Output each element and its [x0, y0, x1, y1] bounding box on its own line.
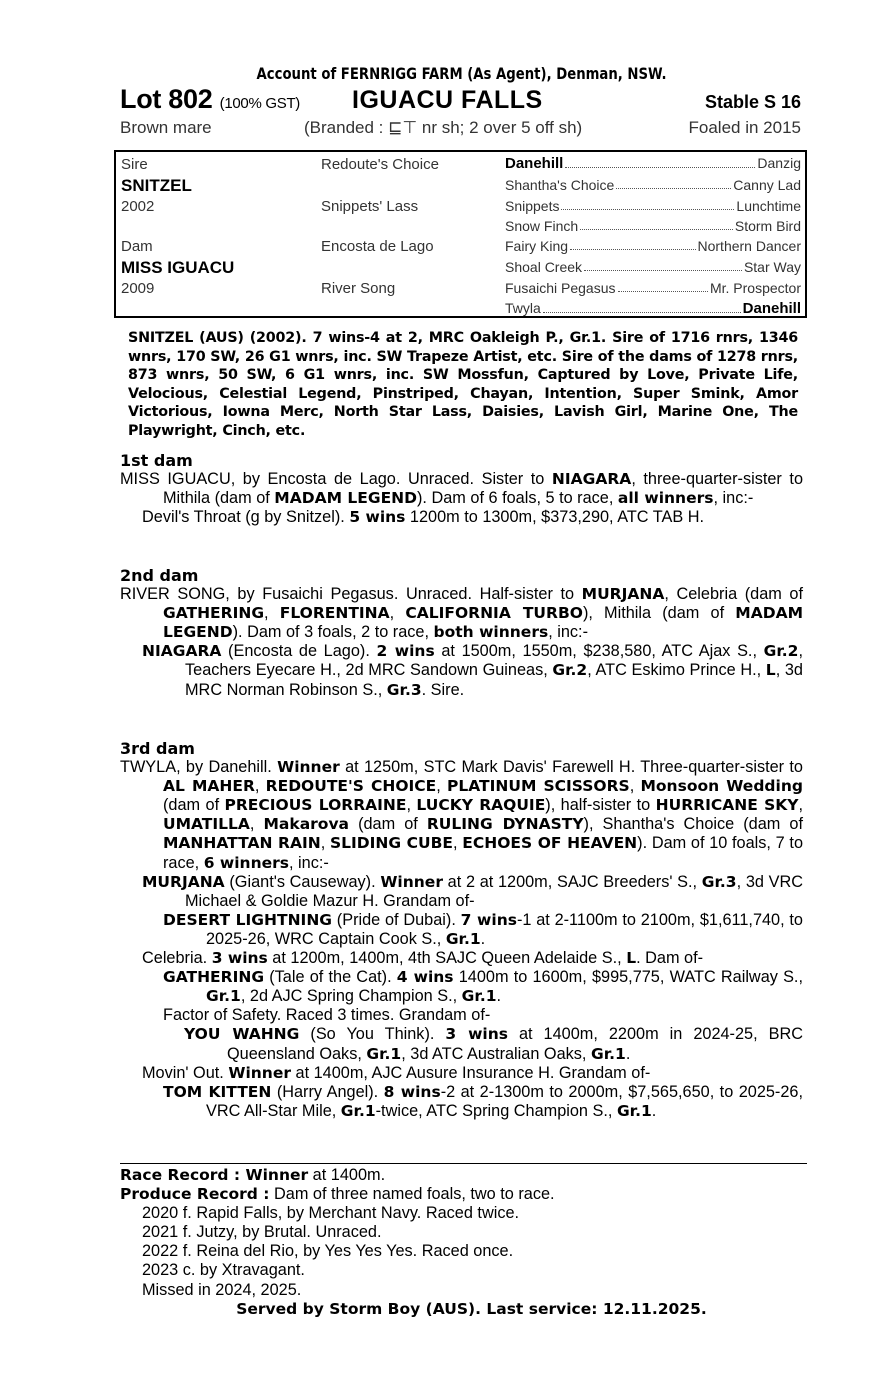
gen3-row: Snippets Lunchtime: [505, 198, 801, 214]
emphasis: MURJANA: [142, 872, 225, 891]
text: (Tale of the Cat).: [264, 968, 397, 987]
emphasis: ECHOES OF HEAVEN: [462, 834, 638, 853]
text: TWYLA, by Danehill.: [120, 758, 278, 777]
text: , inc:-: [289, 853, 329, 872]
emphasis: Gr.1: [616, 1101, 652, 1120]
text: , Teachers Eyecare H., 2d MRC Sandown Guineas,: [185, 642, 803, 680]
text: ). Dam of 10 foals, 7 to race,: [163, 834, 803, 872]
text: MISS IGUACU, by Encosta de Lago. Unraced. Sister to: [120, 470, 552, 489]
gen3-row: Fusaichi Pegasus Mr. Prospector: [505, 280, 801, 296]
text: Movin' Out.: [142, 1063, 229, 1082]
text: ,: [320, 834, 330, 853]
emphasis: Monsoon Wedding: [640, 777, 803, 796]
emphasis: NIAGARA: [551, 470, 632, 489]
emphasis: Gr.2: [763, 642, 799, 661]
grand-progeny-entry: [120, 1083, 803, 1121]
emphasis: all winners: [617, 489, 714, 508]
emphasis: 3 wins: [211, 949, 268, 968]
sire-name: SNITZEL: [121, 176, 192, 195]
text: at 1400m, AJC Ausure Insurance H. Grandam of-: [291, 1063, 651, 1082]
progeny-entry: [120, 1064, 803, 1083]
race-record: Race Record : Winner at 1400m.: [120, 1166, 386, 1184]
text: (Giant's Causeway).: [224, 872, 381, 891]
gen3-row: Snow Finch Storm Bird: [505, 218, 801, 234]
foaled-year: Foaled in 2015: [688, 118, 801, 137]
emphasis: PRECIOUS LORRAINE: [224, 796, 407, 815]
gen3-row: Shantha's Choice Canny Lad: [505, 177, 801, 193]
gen3-row: Fairy King Northern Dancer: [505, 238, 801, 254]
third-dam-heading: 3rd dam: [120, 739, 195, 758]
grand-progeny-entry: [120, 968, 803, 1006]
text: , 3d ATC Australian Oaks,: [401, 1044, 591, 1063]
first-dam-heading: 1st dam: [120, 451, 193, 470]
text: ,: [798, 796, 804, 815]
progeny-entry: [120, 642, 803, 699]
text: ), half-sister to: [545, 796, 656, 815]
emphasis: Winner: [228, 1063, 291, 1082]
emphasis: Gr.3: [701, 872, 737, 891]
emphasis: 3 wins: [445, 1025, 508, 1044]
emphasis: Gr.1: [366, 1044, 402, 1063]
emphasis: 7 wins: [460, 910, 517, 929]
emphasis: UMATILLA: [163, 815, 250, 834]
text: ,: [406, 796, 417, 815]
dam-year: 2009: [121, 280, 155, 297]
text: , ATC Eskimo Prince H.,: [587, 661, 766, 680]
gen3-row: Shoal Creek Star Way: [505, 259, 801, 275]
emphasis: LUCKY RAQUIE: [416, 796, 546, 815]
first-dam-section: [120, 451, 803, 527]
emphasis: FLORENTINA: [279, 604, 390, 623]
emphasis: GATHERING: [163, 604, 265, 623]
emphasis: Gr.1: [590, 1044, 626, 1063]
emphasis: TOM KITTEN: [163, 1082, 272, 1101]
produce-record: Produce Record : Dam of three named foals, two to race.: [120, 1185, 555, 1204]
gen3-row: Twyla Danehill: [505, 300, 801, 317]
great-grand-progeny-entry: [120, 1025, 803, 1063]
text: .: [480, 929, 486, 948]
progeny-entry: [120, 873, 803, 911]
vendor-account: Account of FERNRIGG FARM (As Agent), Denman, NSW.: [256, 64, 667, 83]
sire-label: Sire: [121, 156, 148, 173]
text: ,: [249, 815, 264, 834]
emphasis: Gr.3: [386, 680, 422, 699]
emphasis: MURJANA: [581, 585, 665, 604]
text: ), Mithila (dam of: [582, 604, 736, 623]
text: (Harry Angel).: [271, 1082, 384, 1101]
text: , 3d VRC Michael & Goldie Mazur H. Grandam of-: [185, 872, 803, 910]
text: -1 at 2-1100m to 2100m, $1,611,740, to 2025-26, WRC Captain Cook S.,: [206, 910, 803, 948]
text: -2 at 2-1300m to 2000m, $7,565,650, to 2025-26, VRC All-Star Mile,: [206, 1082, 803, 1120]
emphasis: HURRICANE SKY: [655, 796, 799, 815]
gst-note: (100% GST): [219, 95, 300, 112]
text: , inc:-: [713, 489, 754, 508]
text: ,: [264, 604, 280, 623]
text: , inc:-: [548, 623, 588, 642]
text: ,: [436, 777, 448, 796]
dam-paragraph: [120, 758, 803, 873]
progeny-entry: [120, 508, 803, 527]
text: ), Shantha's Choice (dam of: [583, 815, 803, 834]
emphasis: 5 wins: [349, 508, 406, 527]
text: at 1250m, STC Mark Davis' Farewell H. Three-quarter-sister to: [339, 758, 803, 777]
text: .: [625, 1044, 631, 1063]
divider: [120, 1163, 807, 1164]
third-dam-section: [120, 739, 803, 1121]
produce-item: 2022 f. Reina del Rio, by Yes Yes Yes. Raced once.: [142, 1242, 514, 1261]
text: at 1200m, 1400m, 4th SAJC Queen Adelaide S.,: [267, 949, 627, 968]
emphasis: Gr.1: [206, 987, 241, 1006]
text: at 1400m, 2200m in 2024-25, BRC Queensland Oaks,: [227, 1025, 803, 1063]
emphasis: Gr.1: [340, 1101, 376, 1120]
emphasis: PLATINUM SCISSORS: [447, 777, 630, 796]
text: Devil's Throat (g by Snitzel).: [142, 508, 350, 527]
text: .: [496, 987, 502, 1006]
emphasis: Makarova: [263, 815, 350, 834]
text: , 3d MRC Norman Robinson S.,: [185, 661, 803, 699]
produce-item: Missed in 2024, 2025.: [142, 1280, 302, 1299]
emphasis: 4 wins: [396, 968, 454, 987]
emphasis: DESERT LIGHTNING: [163, 910, 333, 929]
text: , 2d AJC Spring Champion S.,: [240, 987, 462, 1006]
lot-number: [120, 84, 300, 115]
emphasis: L: [626, 949, 637, 968]
produce-item: 2020 f. Rapid Falls, by Merchant Navy. Raced twice.: [142, 1204, 520, 1223]
emphasis: Winner: [277, 758, 340, 777]
emphasis: MANHATTAN RAIN: [163, 834, 321, 853]
dam-dam: River Song: [321, 280, 396, 297]
text: , Celebria (dam of: [664, 585, 803, 604]
text: (So You Think).: [299, 1025, 446, 1044]
text: ). Dam of 3 foals, 2 to race,: [232, 623, 434, 642]
text: .: [651, 1101, 657, 1120]
text: ,: [389, 604, 406, 623]
text: RIVER SONG, by Fusaichi Pegasus. Unraced. Half-sister to: [120, 585, 582, 604]
text: . Dam of-: [636, 949, 704, 968]
emphasis: SLIDING CUBE: [329, 834, 454, 853]
sex-colour: Brown mare: [120, 118, 212, 137]
stable-number: Stable S 16: [704, 92, 801, 112]
text: Celebria.: [142, 949, 212, 968]
emphasis: REDOUTE'S CHOICE: [265, 777, 437, 796]
text: 1400m to 1600m, $995,775, WATC Railway S.,: [453, 968, 803, 987]
emphasis: 2 wins: [376, 642, 435, 661]
text: at 2 at 1200m, SAJC Breeders' S.,: [442, 872, 702, 891]
emphasis: L: [765, 661, 776, 680]
sire-summary: SNITZEL (AUS) (2002). 7 wins-4 at 2, MRC Oakleigh P., Gr.1. Sire of 1716 rnrs, 1346 wnrs, 170 SW, 26 G1 wnrs, inc. SW Trapeze Artist, etc. Sire of the dams of 1278 rnrs, 873 wnrs, 50 SW, 6 G1 wnrs, inc. SW Mossfun, Captured by Love, Private Life, Velocious, Celestial Legend, Pinstriped, Chayan, Intention, Super Smink, Amor Victorious, Iowna Merc, North Star Lass, Daisies, Lavish Girl, Marine One, The Playwright, Cinch, etc.: [128, 330, 798, 439]
text: at 1500m, 1550m, $238,580, ATC Ajax S.,: [434, 642, 764, 661]
text: ,: [629, 777, 641, 796]
dam-name: MISS IGUACU: [121, 258, 235, 277]
text: (dam of: [349, 815, 427, 834]
sire-dam: Snippets' Lass: [321, 198, 419, 215]
lot-label: Lot 802: [120, 84, 213, 114]
emphasis: both winners: [433, 623, 549, 642]
text: -twice, ATC Spring Champion S.,: [375, 1101, 617, 1120]
emphasis: NIAGARA: [142, 642, 222, 661]
emphasis: CALIFORNIA TURBO: [405, 604, 583, 623]
emphasis: RULING DYNASTY: [426, 815, 584, 834]
progeny-entry: [120, 949, 803, 968]
emphasis: Gr.2: [552, 661, 588, 680]
produce-item: 2023 c. by Xtravagant.: [142, 1261, 305, 1280]
text: (Pride of Dubai).: [332, 910, 461, 929]
emphasis: Winner: [380, 872, 443, 891]
text: , three-quarter-sister to Mithila (dam of: [163, 470, 803, 508]
second-dam-section: [120, 566, 803, 700]
emphasis: AL MAHER: [163, 777, 255, 796]
emphasis: YOU WAHNG: [184, 1025, 300, 1044]
emphasis: 6 winners: [203, 853, 289, 872]
emphasis: MADAM LEGEND: [274, 489, 418, 508]
text: Factor of Safety. Raced 3 times. Grandam of-: [163, 1006, 491, 1025]
emphasis: GATHERING: [163, 968, 265, 987]
dam-paragraph: [120, 585, 803, 642]
emphasis: Gr.1: [461, 987, 497, 1006]
dam-paragraph: [120, 470, 803, 508]
text: . Sire.: [421, 680, 465, 699]
gen3-row: Danehill Danzig: [505, 155, 801, 172]
sire-sire: Redoute's Choice: [321, 156, 439, 173]
text: ). Dam of 6 foals, 5 to race,: [417, 489, 618, 508]
text: ,: [453, 834, 463, 853]
text: (Encosta de Lago).: [221, 642, 377, 661]
emphasis: Gr.1: [445, 929, 481, 948]
text: ,: [254, 777, 266, 796]
records-section: [120, 1166, 803, 1319]
grand-progeny-entry: [120, 1006, 803, 1025]
service-note: Served by Storm Boy (AUS). Last service: 12.11.2025.: [236, 1299, 707, 1318]
brand-description: (Branded : ⊑⊤ nr sh; 2 over 5 off sh): [304, 118, 583, 137]
produce-item: 2021 f. Jutzy, by Brutal. Unraced.: [142, 1223, 382, 1242]
second-dam-heading: 2nd dam: [120, 566, 199, 585]
text: 1200m to 1300m, $373,290, ATC TAB H.: [405, 508, 705, 527]
dam-sire: Encosta de Lago: [321, 238, 434, 255]
sire-year: 2002: [121, 198, 155, 215]
horse-name: IGUACU FALLS: [352, 86, 543, 114]
dam-label: Dam: [121, 238, 153, 255]
text: (dam of: [163, 796, 225, 815]
pedigree-table: [114, 150, 807, 318]
emphasis: MADAM LEGEND: [163, 604, 803, 642]
grand-progeny-entry: [120, 911, 803, 949]
emphasis: 8 wins: [383, 1082, 441, 1101]
